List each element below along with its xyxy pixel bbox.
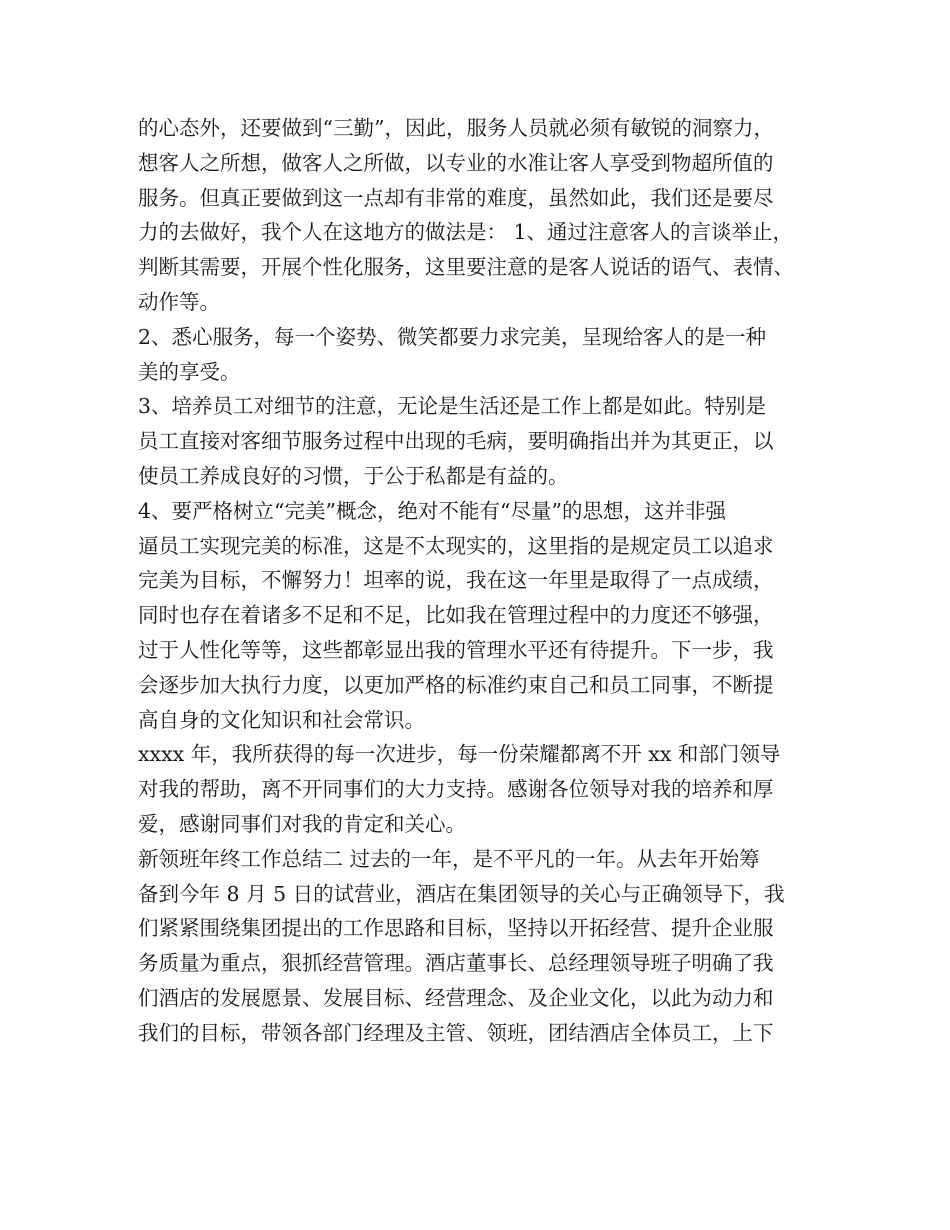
body-text bbox=[138, 111, 838, 1051]
text-line: 高自身的文化知识和社会常识。 bbox=[138, 707, 425, 732]
text-line: 逼员工实现完美的标准，这是不太现实的，这里指的是规定员工以追求 bbox=[138, 533, 774, 558]
text-line: 判断其需要，开展个性化服务，这里要注意的是客人说话的语气、表情、 bbox=[138, 255, 794, 280]
text-line: 员工直接对客细节服务过程中出现的毛病，要明确指出并为其更正，以 bbox=[138, 429, 774, 454]
text-line: 完美为目标，不懈努力！坦率的说，我在这一年里是取得了一点成绩， bbox=[138, 568, 774, 593]
text-line: 3、培养员工对细节的注意，无论是生活还是工作上都是如此。特别是 bbox=[138, 394, 767, 419]
text-line: 对我的帮助，离不开同事们的大力支持。感谢各位领导对我的培养和厚 bbox=[138, 777, 774, 802]
text-line: 力的去做好，我个人在这地方的做法是： 1、通过注意客人的言谈举止， bbox=[138, 220, 794, 245]
text-line: 想客人之所想，做客人之所做，以专业的水准让客人享受到物超所值的 bbox=[138, 150, 774, 175]
text-line: 服务。但真正要做到这一点却有非常的难度，虽然如此，我们还是要尽 bbox=[138, 185, 774, 210]
text-line: 4、要严格树立“完美”概念，绝对不能有“尽量”的思想，这并非强 bbox=[138, 498, 726, 523]
text-line: xxxx 年，我所获得的每一次进步，每一份荣耀都离不开 xx 和部门领导 bbox=[138, 742, 781, 767]
text-line: 们酒店的发展愿景、发展目标、经营理念、及企业文化，以此为动力和 bbox=[138, 985, 774, 1010]
text-line: 过于人性化等等，这些都彰显出我的管理水平还有待提升。下一步，我 bbox=[138, 637, 774, 662]
text-line: 2、悉心服务，每一个姿势、微笑都要力求完美，呈现给客人的是一种 bbox=[138, 324, 767, 349]
text-line: 同时也存在着诸多不足和不足，比如我在管理过程中的力度还不够强， bbox=[138, 603, 774, 628]
text-line: 会逐步加大执行力度，以更加严格的标准约束自己和员工同事，不断提 bbox=[138, 672, 774, 697]
text-line: 美的享受。 bbox=[138, 359, 241, 384]
text-line: 使员工养成良好的习惯，于公于私都是有益的。 bbox=[138, 463, 569, 488]
text-line: 新领班年终工作总结二 过去的一年，是不平凡的一年。从去年开始筹 bbox=[138, 846, 760, 871]
text-line: 的心态外，还要做到“三勤”，因此，服务人员就必须有敏锐的洞察力， bbox=[138, 116, 774, 140]
text-line: 务质量为重点，狠抓经营管理。酒店董事长、总经理领导班子明确了我 bbox=[138, 951, 774, 976]
text-line: 爱，感谢同事们对我的肯定和关心。 bbox=[138, 811, 466, 836]
text-line: 我们的目标，带领各部门经理及主管、领班，团结酒店全体员工，上下 bbox=[138, 1020, 774, 1045]
text-line: 们紧紧围绕集团提出的工作思路和目标，坚持以开拓经营、提升企业服 bbox=[138, 916, 774, 941]
text-line: 动作等。 bbox=[138, 289, 220, 314]
text-line: 备到今年 8 月 5 日的试营业，酒店在集团领导的关心与正确领导下，我 bbox=[138, 881, 785, 906]
